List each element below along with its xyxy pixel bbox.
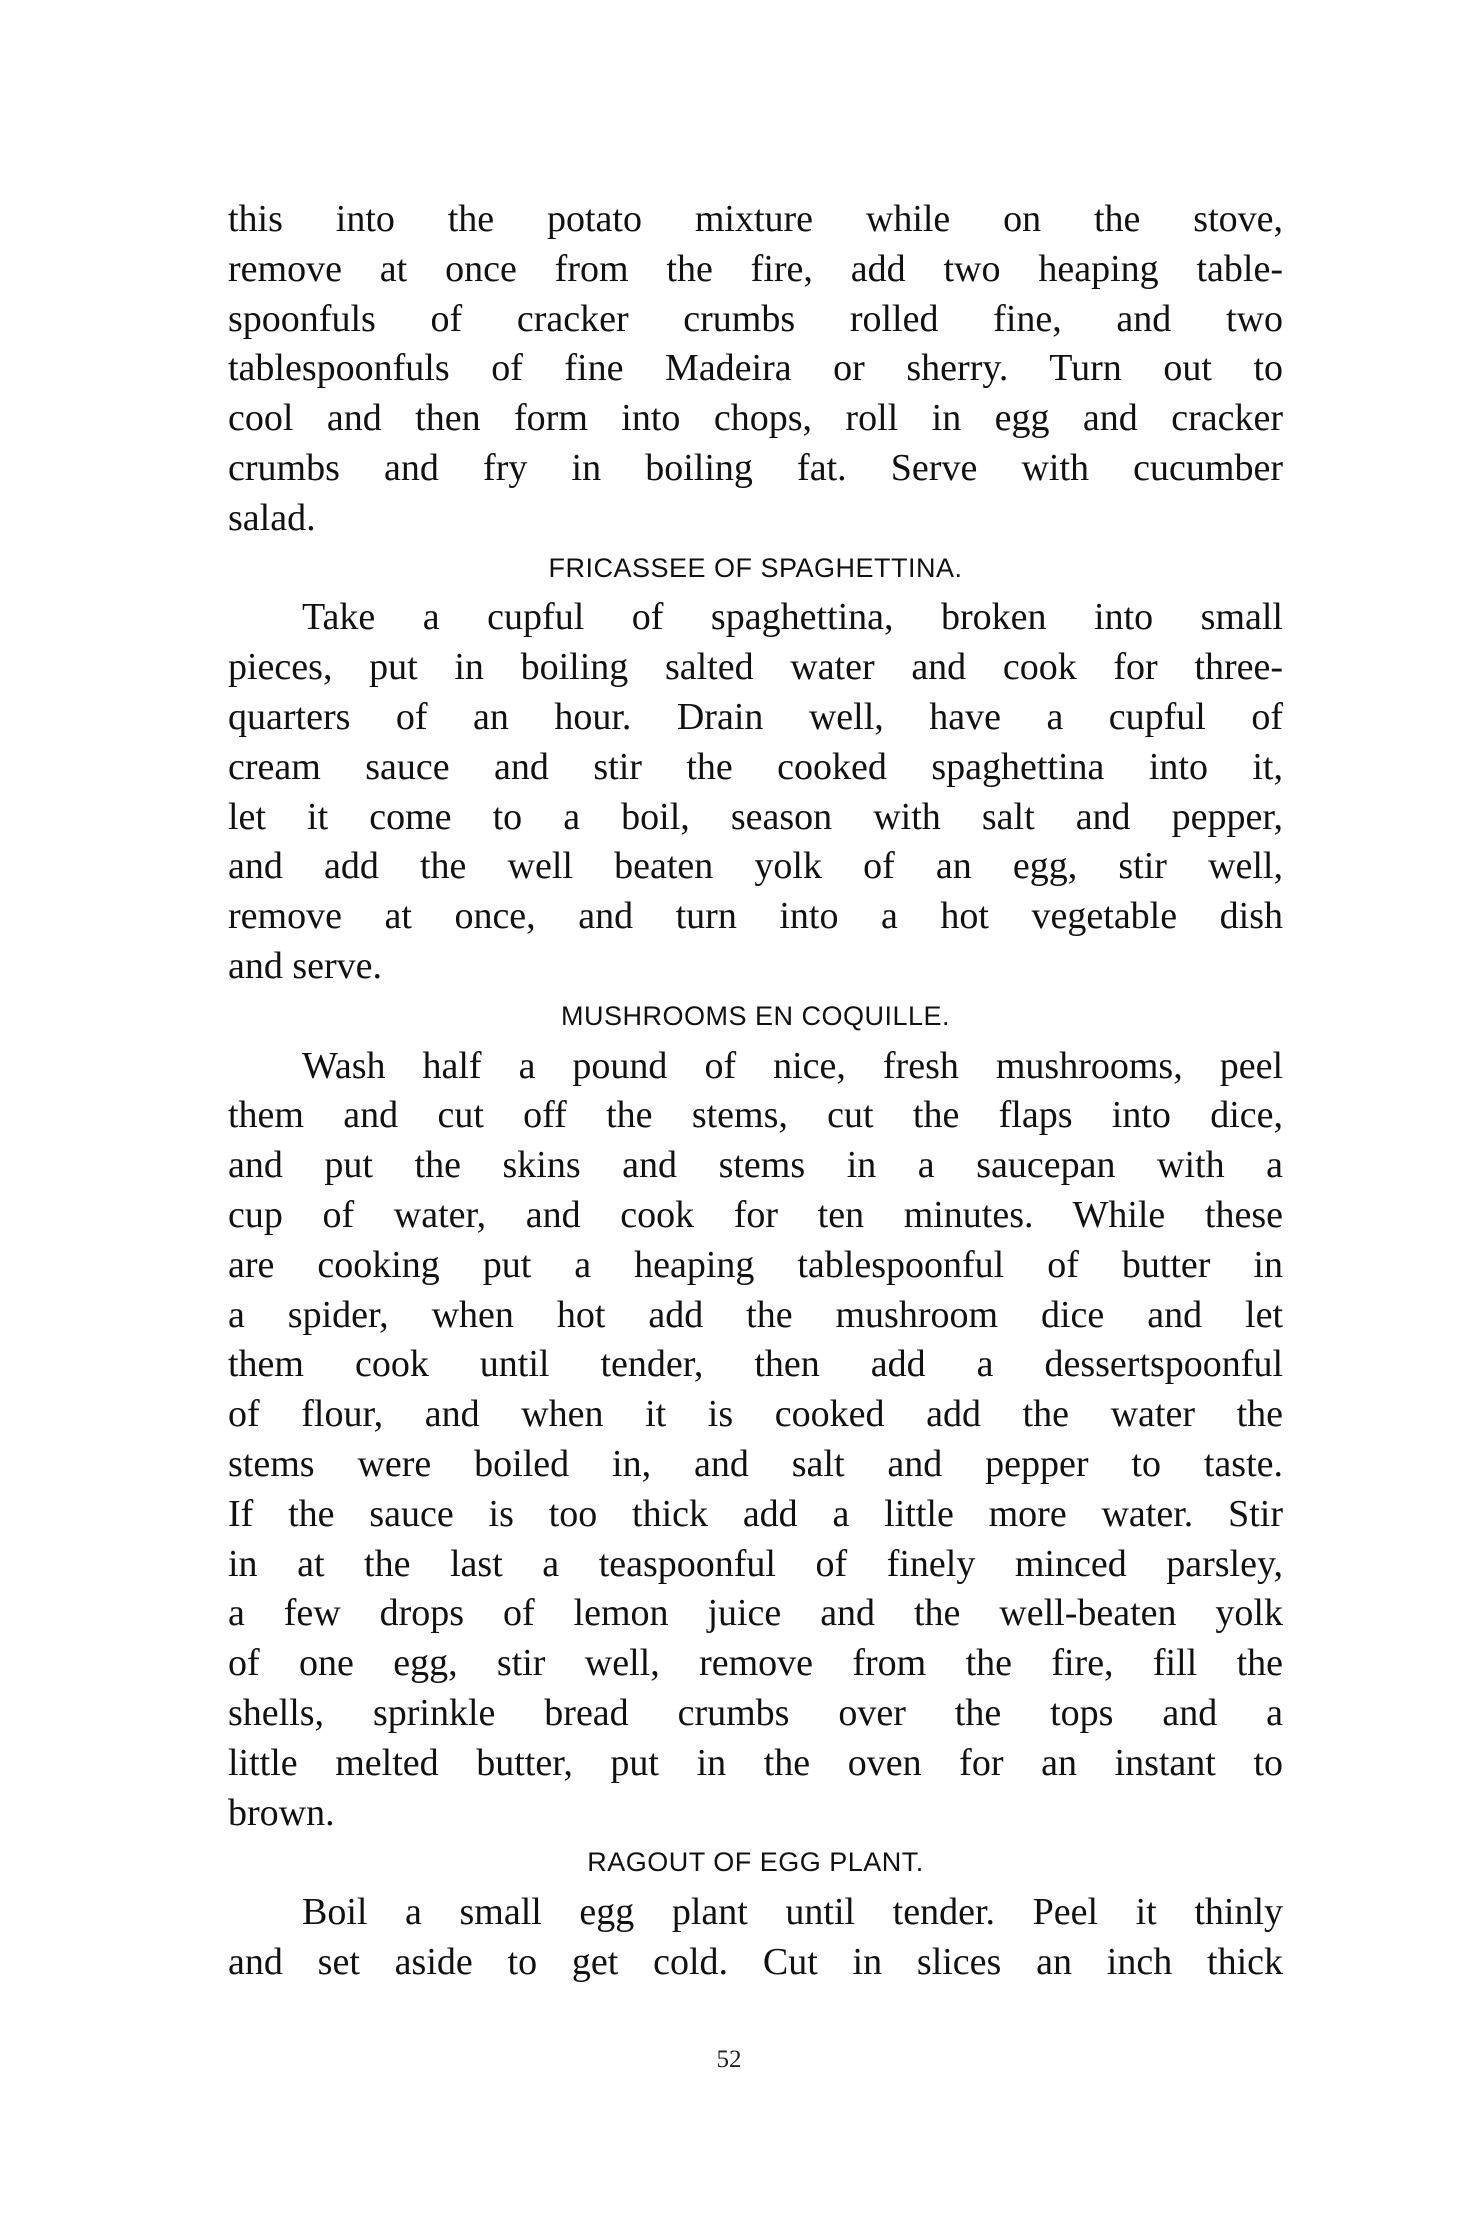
- recipe-paragraph-ragout: [228, 1888, 1283, 1988]
- recipe-heading-ragout: RAGOUT OF EGG PLANT.: [587, 1847, 924, 1878]
- text-line: If the sauce is too thick add a little more water. Stir: [228, 1492, 1283, 1535]
- book-page: [228, 195, 1283, 1988]
- page-number: 52: [716, 2046, 742, 2073]
- text-line: stems were boiled in, and salt and pepper to taste.: [228, 1442, 1283, 1485]
- text-line: are cooking put a heaping tablespoonful of butter in: [228, 1243, 1283, 1286]
- text-line: remove at once from the fire, add two heaping table-: [228, 247, 1283, 290]
- text-line: in at the last a teaspoonful of finely minced parsley,: [228, 1542, 1283, 1585]
- text-line: cup of water, and cook for ten minutes. While these: [228, 1193, 1283, 1236]
- text-line: brown.: [228, 1791, 335, 1834]
- text-line: pieces, put in boiling salted water and cook for three-: [228, 646, 1283, 689]
- recipe-heading-fricassee: FRICASSEE OF SPAGHETTINA.: [548, 552, 963, 583]
- text-line: them cook until tender, then add a dessertspoonful: [228, 1343, 1283, 1386]
- text-line: Wash half a pound of nice, fresh mushrooms, peel: [302, 1044, 1283, 1087]
- text-line: and set aside to get cold. Cut in slices an inch thick: [228, 1940, 1283, 1983]
- text-line: crumbs and fry in boiling fat. Serve with cucumber: [228, 446, 1283, 489]
- text-line: and serve.: [228, 944, 383, 987]
- recipe-heading-mushrooms: MUSHROOMS EN COQUILLE.: [560, 1000, 951, 1031]
- text-line: Boil a small egg plant until tender. Peel it thinly: [302, 1891, 1283, 1934]
- continuation-paragraph: [228, 195, 1283, 544]
- text-line: tablespoonfuls of fine Madeira or sherry. Turn out to: [228, 347, 1283, 390]
- text-line: let it come to a boil, season with salt and pepper,: [228, 795, 1283, 838]
- text-line: little melted butter, put in the oven for an instant to: [228, 1741, 1283, 1784]
- recipe-paragraph-fricassee: [228, 593, 1283, 991]
- text-line: remove at once, and turn into a hot vegetable dish: [228, 895, 1283, 938]
- text-line: of one egg, stir well, remove from the fire, fill the: [228, 1642, 1283, 1685]
- text-line: of flour, and when it is cooked add the water the: [228, 1393, 1283, 1436]
- text-line: Take a cupful of spaghettina, broken into small: [302, 596, 1283, 639]
- text-line: this into the potato mixture while on the stove,: [228, 198, 1283, 240]
- text-line: shells, sprinkle bread crumbs over the tops and a: [228, 1691, 1283, 1734]
- text-line: quarters of an hour. Drain well, have a cupful of: [228, 695, 1283, 738]
- text-line: spoonfuls of cracker crumbs rolled fine, and two: [228, 297, 1283, 340]
- text-line: them and cut off the stems, cut the flaps into dice,: [228, 1094, 1283, 1137]
- text-line: cream sauce and stir the cooked spaghettina into it,: [228, 745, 1283, 788]
- recipe-paragraph-mushrooms: [228, 1042, 1283, 1839]
- text-line: cool and then form into chops, roll in egg and cracker: [228, 397, 1283, 440]
- text-line: a spider, when hot add the mushroom dice and let: [228, 1293, 1283, 1336]
- text-line: and put the skins and stems in a saucepan with a: [228, 1144, 1283, 1187]
- text-line: and add the well beaten yolk of an egg, stir well,: [228, 845, 1283, 888]
- text-line: a few drops of lemon juice and the well-beaten yolk: [228, 1592, 1283, 1635]
- text-line: salad.: [228, 496, 316, 539]
